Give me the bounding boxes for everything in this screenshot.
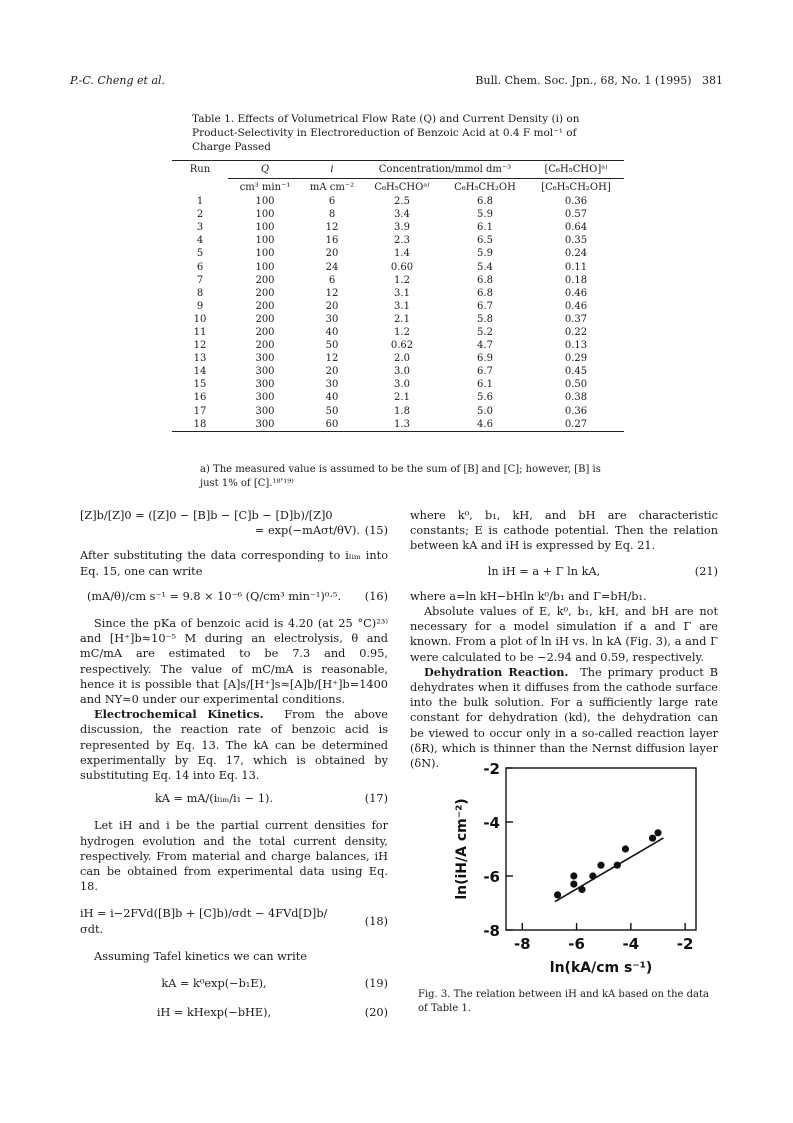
table-cell: 2 (196, 209, 204, 221)
col-ratio-top: [C₆H₅CHO]ᵃ⁾ (528, 161, 624, 179)
table-cell: 5.6 (477, 392, 493, 404)
eq18-number: (18) (364, 915, 388, 929)
running-author: P.-C. Cheng et al. (70, 74, 166, 87)
table-cell: 0.27 (528, 418, 624, 432)
eq21-body: ln iH = a + Γ ln kA, (487, 564, 601, 578)
table-row (172, 234, 624, 247)
eq15-line1: [Z]b/[Z]0 = ([Z]0 − [B]b − [C]b − [D]b)/[Z]0 (80, 509, 333, 522)
eq15-number: (15) (364, 524, 388, 538)
table-cell: 18 (172, 418, 228, 432)
table-label: Table 1. (192, 113, 235, 125)
paragraph: The primary product B dehydrates when it diffuses from the cathode surface into the bulk solution. For a sufficiently large rate constant for dehydration (kd), the dehydration can be viewed to occur only in a so-called reaction layer (δR), which is thinner than the Nernst diffusion layer (δN). (410, 665, 719, 771)
table-row (172, 260, 624, 273)
table-cell: 0.60 (390, 261, 414, 273)
table-cell: 2.1 (394, 313, 410, 325)
equation-20 (80, 1005, 388, 1020)
table-cell: 12 (325, 353, 339, 365)
col-i: i (302, 161, 362, 179)
table-cell: 12 (325, 222, 339, 234)
table-cell: 3.4 (394, 209, 410, 221)
table-cell: 100 (255, 248, 275, 260)
paragraph: From the above discussion, the reaction rate of benzoic acid is represented by Eq. 13. The kA can be determined experimentally by Eq. 17, which is obtained by substituting Eq. 14 into Eq. 13. (80, 708, 388, 783)
col-concentration: Concentration/mmol dm⁻³ (362, 161, 528, 179)
table-cell: 0.29 (564, 353, 588, 365)
table-cell: 300 (255, 405, 275, 417)
table-cell: 3.0 (394, 366, 410, 378)
table-cell: 60 (302, 418, 362, 432)
col-c1: C₆H₅CHOᵃ⁾ (362, 179, 442, 196)
table-cell: 6.9 (477, 353, 493, 365)
table-cell: 6.8 (477, 196, 493, 208)
table-cell: 0.13 (564, 340, 588, 352)
table-cell: 9 (196, 300, 204, 312)
table-cell: 12 (193, 340, 207, 352)
x-tick-label: -2 (676, 935, 694, 953)
table-cell: 15 (193, 379, 207, 391)
col-run: Run (172, 161, 228, 179)
table-cell: 0.45 (564, 366, 588, 378)
table-row (172, 391, 624, 404)
data-point (570, 881, 577, 888)
paragraph: Assuming Tafel kinetics we can write (94, 949, 307, 963)
data-point (597, 862, 604, 869)
table-row (172, 313, 624, 326)
plot-frame (506, 768, 696, 930)
y-tick-label: -6 (483, 868, 500, 886)
paragraph: After substituting the data corresponding to iₗᵢₘ into Eq. 15, one can write (80, 549, 388, 578)
col-i-unit: mA cm⁻² (302, 179, 362, 196)
table-cell: 200 (255, 313, 275, 325)
page-number: 381 (702, 74, 723, 87)
paragraph: Since the pKa of benzoic acid is 4.20 (at 25 °C)²³⁾ and [H⁺]b≈10⁻⁵ M during an electrolysis, θ and mC/mA are estimated to be 7.3 and 0.95, respectively. The value of mC/mA is reasonable, hence it is possible that [A]s/[H⁺]s≈[A]b/[H⁺]b=1400 and NY≈0 under our experimental conditions. (80, 617, 388, 707)
eq18-body: iH = i−2FVd([B]b + [C]b)/σdt − 4FVd[D]b/σdt. (80, 907, 328, 936)
table-cell: 300 (255, 392, 275, 404)
figure-caption: Fig. 3. The relation between iH and kA based on the data of Table 1. (418, 989, 709, 1014)
table-cell: 11 (193, 326, 207, 338)
x-tick-label: -6 (568, 935, 585, 953)
table-cell: 5.8 (477, 313, 493, 325)
table-cell: 5.4 (477, 261, 493, 273)
table-cell: 6 (196, 261, 204, 273)
running-journal (475, 74, 723, 87)
table-cell: 1.8 (394, 405, 410, 417)
table-cell: 0.37 (564, 313, 588, 325)
table-cell: 0.46 (564, 300, 588, 312)
table-cell: 0.22 (564, 326, 588, 338)
table-row (172, 221, 624, 234)
data-point (570, 872, 577, 879)
table-cell: 2.5 (394, 196, 410, 208)
table-cell: 4 (196, 235, 204, 247)
table-cell: 300 (228, 418, 302, 432)
table-cell: 200 (255, 274, 275, 286)
y-axis-label: ln(iH/A cm⁻²) (454, 798, 470, 900)
data-point (554, 891, 561, 898)
table-row (172, 365, 624, 378)
section-heading-kinetics: Electrochemical Kinetics. (94, 707, 264, 722)
eq19-number: (19) (364, 977, 388, 991)
data-point (614, 862, 621, 869)
col-c2: C₆H₅CH₂OH (442, 179, 528, 196)
table-cell: 8 (196, 287, 204, 299)
y-tick-label: -8 (483, 922, 500, 940)
eq19-body: kA = k⁰exp(−b₁E), (161, 977, 267, 991)
table-caption-text: Effects of Volumetrical Flow Rate (Q) and Current Density (i) on Product-Selectivity in Electroreduction of Benzoic Acid at 0.4 F mol⁻¹ of Charge Passed (192, 113, 580, 154)
table-cell: 0.35 (564, 235, 588, 247)
table-cell: 0.38 (564, 392, 588, 404)
x-tick-label: -8 (513, 935, 531, 953)
table-cell: 4.6 (442, 418, 528, 432)
table-cell: 2.3 (394, 235, 410, 247)
table-cell: 100 (255, 222, 275, 234)
y-tick-label: -4 (483, 814, 500, 832)
x-axis-label: ln(kA/cm s⁻¹) (549, 960, 653, 976)
table-cell: 13 (193, 353, 207, 365)
paragraph: Let iH and i be the partial current densities for hydrogen evolution and the total current density, respectively. From material and charge balances, iH can be obtained from experimental data using Eq. 18. (80, 819, 388, 894)
eq17-number: (17) (364, 792, 388, 806)
data-point (578, 886, 585, 893)
paragraph: where k⁰, b₁, kH, and bH are characteristic constants; E is cathode potential. Then the relation between kA and iH is expressed by Eq. 21. (410, 509, 718, 553)
table-cell: 300 (255, 353, 275, 365)
table-cell: 17 (193, 405, 207, 417)
table-cell: 4.7 (477, 340, 493, 352)
left-column (80, 508, 388, 1020)
eq20-number: (20) (364, 1006, 388, 1020)
paragraph: where a=ln kH−bHln k⁰/b₁ and Γ=bH/b₁. (410, 589, 647, 603)
table-cell: 40 (325, 392, 339, 404)
table-cell: 8 (328, 209, 336, 221)
table-cell: 300 (255, 366, 275, 378)
table-cell: 0.11 (564, 261, 588, 273)
table-cell: 0.24 (564, 248, 588, 260)
col-q-unit: cm³ min⁻¹ (228, 179, 302, 196)
data-point (622, 845, 629, 852)
table-cell: 3 (196, 222, 204, 234)
table-cell: 16 (325, 235, 339, 247)
table-cell: 100 (255, 235, 275, 247)
table-cell: 100 (255, 209, 275, 221)
table-cell: 5.2 (477, 326, 493, 338)
table-cell: 12 (325, 287, 339, 299)
table-cell: 24 (325, 261, 339, 273)
table-row (172, 287, 624, 300)
eq16-body: (mA/θ)/cm s⁻¹ = 9.8 × 10⁻⁶ (Q/cm³ min⁻¹)⁰·⁵. (86, 589, 342, 603)
table-cell: 0.62 (390, 340, 414, 352)
table-cell: 0.57 (564, 209, 588, 221)
table-cell: 200 (255, 326, 275, 338)
table-footnote: a) The measured value is assumed to be the sum of [B] and [C]; however, [B] is just 1% of [C].¹⁸ʹ¹⁹⁾ (200, 464, 601, 489)
table-cell: 200 (255, 300, 275, 312)
table-row (172, 300, 624, 313)
table-cell: 6.1 (477, 379, 493, 391)
paragraph: Absolute values of E, k⁰, b₁, kH, and bH are not necessary for a model simulation if a and Γ are known. From a plot of ln iH vs. ln kA (Fig. 3), a and Γ were calculated to be −2.94 and 0.59, respectively. (410, 605, 718, 664)
eq17-body: kA = mA/(iₗᵢₘ/i₁ − 1). (154, 792, 274, 806)
table-cell: 0.36 (564, 405, 588, 417)
data-point (589, 872, 596, 879)
right-column (410, 508, 718, 771)
table-row (172, 405, 624, 418)
fit-line (555, 838, 664, 902)
table-cell: 5.9 (477, 209, 493, 221)
table-row (172, 326, 624, 339)
table-cell: 0.36 (564, 196, 588, 208)
table-cell: 6.5 (477, 235, 493, 247)
table-cell: 6.7 (477, 300, 493, 312)
equation-18 (80, 906, 388, 936)
table-cell: 50 (325, 405, 339, 417)
table-cell: 7 (196, 274, 204, 286)
table-cell: 200 (255, 340, 275, 352)
table-cell: 0.46 (564, 287, 588, 299)
table-row (172, 247, 624, 260)
table-cell: 5.9 (477, 248, 493, 260)
equation-15b (80, 523, 388, 538)
data-point (654, 829, 661, 836)
table-cell: 5 (196, 248, 204, 260)
y-tick-label: -2 (483, 760, 500, 778)
table-cell: 100 (255, 261, 275, 273)
table-cell: 3.9 (394, 222, 410, 234)
table-cell: 14 (193, 366, 207, 378)
table-row (172, 378, 624, 391)
eq21-number: (21) (694, 564, 718, 578)
equation-17 (80, 791, 388, 806)
table-cell: 1.2 (394, 326, 410, 338)
table-row (172, 418, 624, 432)
section-heading-dehydration: Dehydration Reaction. (424, 664, 569, 679)
table-cell: 6 (328, 196, 336, 208)
table-row (172, 208, 624, 221)
table-cell: 16 (193, 392, 207, 404)
table-cell: 200 (255, 287, 275, 299)
table-row (172, 195, 624, 208)
col-ratio-bottom: [C₆H₅CH₂OH] (528, 179, 624, 196)
table-cell: 2.1 (394, 392, 410, 404)
equation-21 (410, 564, 718, 579)
table-cell: 6.8 (477, 274, 493, 286)
table-cell: 6.1 (477, 222, 493, 234)
table-cell: 3.1 (394, 300, 410, 312)
table-cell: 1.2 (394, 274, 410, 286)
table-cell: 30 (325, 313, 339, 325)
eq15-line2: = exp(−mAσt/θV). (254, 524, 360, 538)
col-q: Q (228, 161, 302, 179)
table-cell: 20 (325, 300, 339, 312)
table-cell: 1 (196, 196, 204, 208)
table-cell: 6.8 (477, 287, 493, 299)
table-cell: 1.3 (362, 418, 442, 432)
table-cell: 0.18 (564, 274, 588, 286)
equation-15a (80, 508, 388, 523)
table-cell: 50 (325, 340, 339, 352)
table-cell: 100 (255, 196, 275, 208)
eq20-body: iH = kHexp(−bHE), (156, 1006, 272, 1020)
eq16-number: (16) (364, 589, 388, 603)
table-cell: 20 (325, 248, 339, 260)
table-row (172, 339, 624, 352)
table-cell: 10 (193, 313, 207, 325)
table-row (172, 352, 624, 365)
table-cell: 6 (328, 274, 336, 286)
table-cell: 2.0 (394, 353, 410, 365)
journal-citation: Bull. Chem. Soc. Jpn., 68, No. 1 (1995) (475, 74, 692, 87)
table-cell: 40 (325, 326, 339, 338)
table-caption (192, 112, 612, 155)
figure-3-chart (448, 758, 710, 990)
table-cell: 1.4 (394, 248, 410, 260)
equation-16 (80, 589, 388, 604)
x-tick-label: -4 (622, 935, 640, 953)
table-cell: 3.0 (394, 379, 410, 391)
table-cell: 3.1 (394, 287, 410, 299)
data-point (649, 835, 656, 842)
data-table (172, 160, 624, 432)
table-cell: 30 (325, 379, 339, 391)
equation-19 (80, 976, 388, 991)
table-cell: 0.64 (564, 222, 588, 234)
table-cell: 20 (325, 366, 339, 378)
table-row (172, 274, 624, 287)
table-cell: 0.50 (564, 379, 588, 391)
table-cell: 6.7 (477, 366, 493, 378)
table-cell: 5.0 (477, 405, 493, 417)
table-cell: 300 (255, 379, 275, 391)
